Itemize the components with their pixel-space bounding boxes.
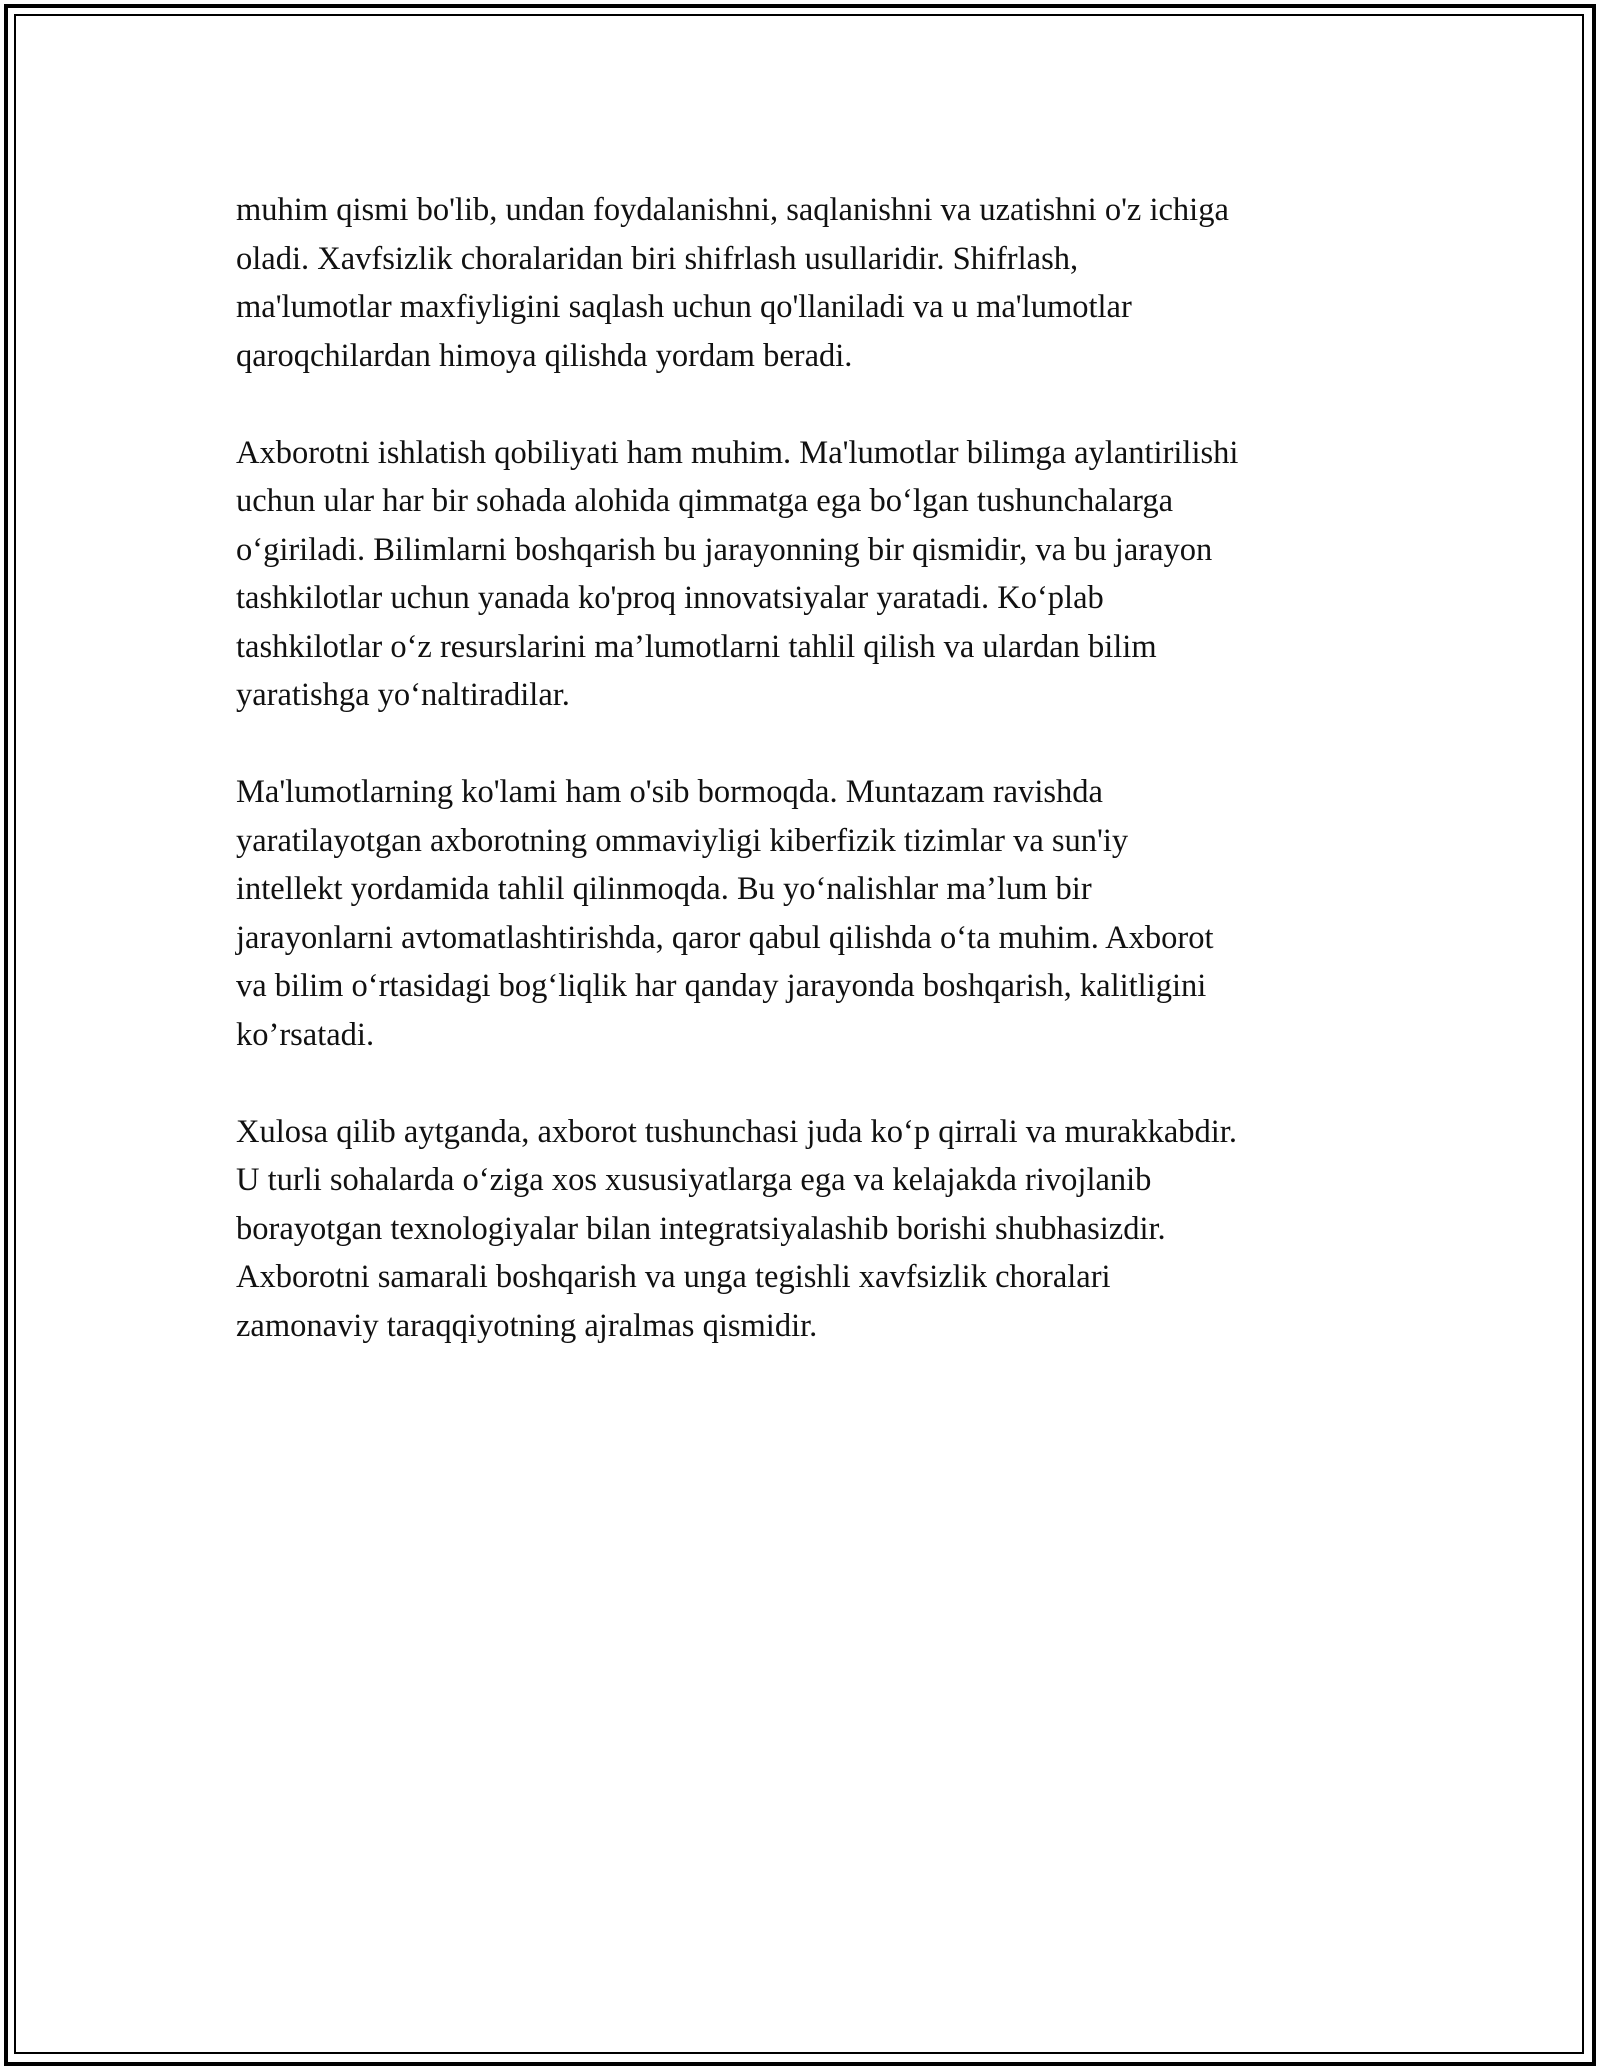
paragraph-3: Ma'lumotlarning ko'lami ham o'sib bormoqda. Muntazam ravishda yaratilayotgan axborotning ommaviyligi kiberfizik tizimlar va sun'iy intellekt yordamida tahlil qilinmoqda. Bu yo‘nalishlar ma’lum bir jarayonlarni avtomatlashtirishda, qaror qabul qilishda o‘ta muhim. Axborot va bilim o‘rtasidagi bog‘liqlik har qanday jarayonda boshqarish, kalitligini ko’rsatadi. bbox=[236, 774, 1214, 1053]
paragraph-4: Xulosa qilib aytganda, axborot tushunchasi juda ko‘p qirrali va murakkabdir. U turli sohalarda o‘ziga xos xususiyatlarga ega va kelajakda rivojlanib borayotgan texnologiyalar bilan integratsiyalashib borishi shubhasizdir. Axborotni samarali boshqarish va unga tegishli xavfsizlik choralari zamonaviy taraqqiyotning ajralmas qismidir. bbox=[236, 1113, 1237, 1344]
paragraph-1: muhim qismi bo'lib, undan foydalanishni, saqlanishni va uzatishni o'z ichiga oladi. Xavfsizlik choralaridan biri shifrlash usullaridir. Shifrlash, ma'lumotlar maxfiyligini saqlash uchun qo'llaniladi va u ma'lumotlar qaroqchilardan himoya qilishda yordam beradi. bbox=[236, 192, 1229, 374]
paragraph-2: Axborotni ishlatish qobiliyati ham muhim. Ma'lumotlar bilimga aylantirilishi uchun ular har bir sohada alohida qimmatga ega bo‘lgan tushunchalarga o‘giriladi. Bilimlarni boshqarish bu jarayonning bir qismidir, va bu jarayon tashkilotlar uchun yanada ko'proq innovatsiyalar yaratadi. Ko‘plab tashkilotlar o‘z resurslarini ma’lumotlarni tahlil qilish va ulardan bilim yaratishga yo‘naltiradilar. bbox=[236, 434, 1239, 713]
document-body bbox=[236, 186, 1386, 1399]
